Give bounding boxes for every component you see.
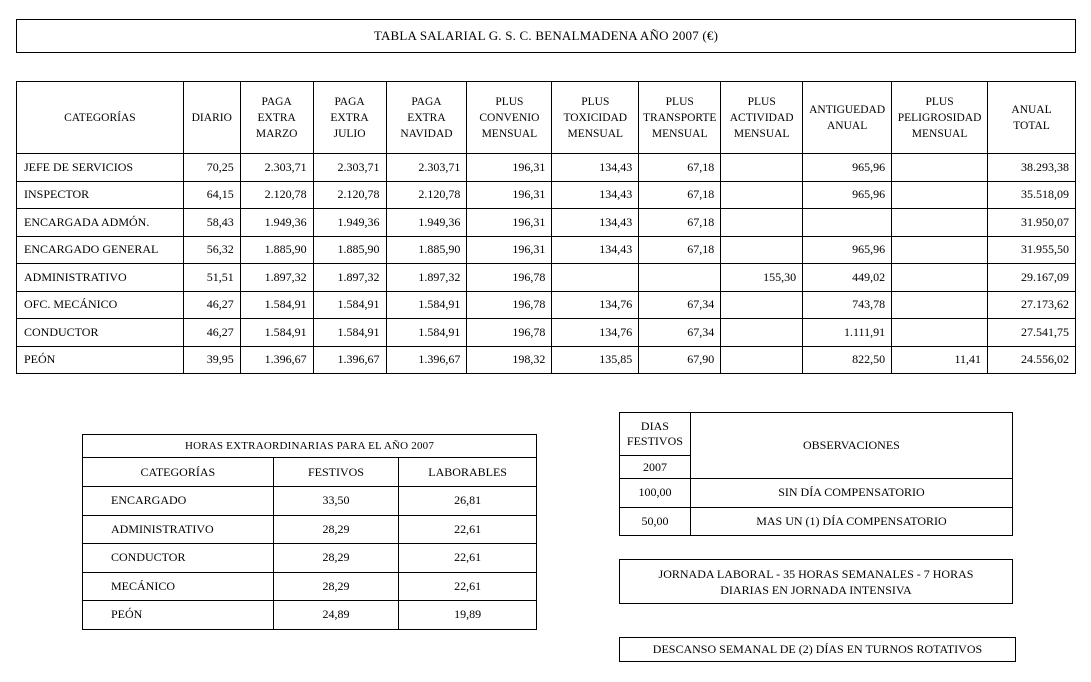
salary-value-cell: 822,50 [803,346,892,374]
extra-hours-category-cell: ENCARGADO [83,487,274,516]
festivos-percent-cell: 100,00 [620,479,691,508]
salary-value-cell: 1.584,91 [313,291,386,319]
salary-value-cell [552,264,639,292]
salary-value-cell [721,319,803,347]
salary-value-cell: 1.584,91 [386,291,467,319]
salary-header-cell [240,82,313,154]
salary-header-cell [892,82,988,154]
salary-value-cell: 1.949,36 [386,209,467,237]
salary-header-line: MENSUAL [567,127,624,140]
jornada-laboral-note [619,559,1013,604]
salary-value-cell: 196,78 [467,264,552,292]
salary-value-cell: 67,34 [639,319,721,347]
extra-hours-value-cell: 28,29 [273,515,399,544]
salary-value-cell [892,154,988,182]
salary-header-line: PELIGROSIDAD [897,111,982,124]
salary-category-cell: ENCARGADA ADMÓN. [17,209,184,237]
salary-value-cell: 2.120,78 [240,181,313,209]
salary-value-cell: 46,27 [183,291,240,319]
salary-value-cell: 1.584,91 [240,319,313,347]
salary-header-line: EXTRA [257,111,296,124]
salary-header-line: PAGA [261,95,292,108]
salary-value-cell: 196,78 [467,319,552,347]
extra-hours-title: HORAS EXTRAORDINARIAS PARA EL AÑO 2007 [83,435,537,458]
document-title-text: TABLA SALARIAL G. S. C. BENALMADENA AÑO 2007 (€) [373,28,719,43]
salary-value-cell: 196,31 [467,154,552,182]
salary-value-cell: 1.885,90 [240,236,313,264]
salary-value-cell [721,181,803,209]
jornada-line2: DIARIAS EN JORNADA INTENSIVA [720,582,912,597]
salary-value-cell: 1.897,32 [313,264,386,292]
salary-category-cell: CONDUCTOR [17,319,184,347]
salary-header-line: TRANSPORTE [643,111,717,124]
salary-value-cell: 196,78 [467,291,552,319]
salary-value-cell: 56,32 [183,236,240,264]
salary-row [17,264,1076,292]
salary-header-cell [313,82,386,154]
salary-value-cell [892,236,988,264]
salary-value-cell: 2.120,78 [313,181,386,209]
salary-row [17,154,1076,182]
festivos-row [620,507,1013,536]
extra-hours-value-cell: 22,61 [399,544,537,573]
salary-category-cell: ENCARGADO GENERAL [17,236,184,264]
salary-value-cell: 70,25 [183,154,240,182]
salary-value-cell: 67,18 [639,181,721,209]
salary-value-cell: 196,31 [467,236,552,264]
salary-value-cell: 2.303,71 [386,154,467,182]
salary-header-cell [803,82,892,154]
salary-value-cell: 31.950,07 [988,209,1076,237]
salary-header-line: JULIO [333,127,366,140]
extra-hours-category-cell: MECÁNICO [83,572,274,601]
salary-row [17,209,1076,237]
salary-header-line: EXTRA [330,111,369,124]
salary-value-cell: 27.541,75 [988,319,1076,347]
salary-row [17,346,1076,374]
extra-hours-header-cell: LABORABLES [399,458,537,487]
salary-value-cell: 29.167,09 [988,264,1076,292]
festivos-observation-cell: SIN DÍA COMPENSATORIO [690,479,1012,508]
extra-hours-value-cell: 28,29 [273,572,399,601]
salary-category-cell: JEFE DE SERVICIOS [17,154,184,182]
extra-hours-value-cell: 22,61 [399,572,537,601]
salary-row [17,236,1076,264]
salary-value-cell [721,291,803,319]
salary-value-cell: 1.885,90 [313,236,386,264]
salary-header-line: ANUAL [1011,103,1052,116]
salary-value-cell: 2.303,71 [313,154,386,182]
extra-hours-row [83,515,537,544]
extra-hours-value-cell: 28,29 [273,544,399,573]
salary-header-line: PLUS [581,95,610,108]
salary-value-cell: 1.396,67 [240,346,313,374]
salary-header-cell [639,82,721,154]
salary-value-cell: 11,41 [892,346,988,374]
salary-category-cell: PEÓN [17,346,184,374]
salary-header-line: MENSUAL [733,127,790,140]
salary-value-cell: 135,85 [552,346,639,374]
salary-header-cell [467,82,552,154]
salary-header-line: TOTAL [1013,119,1050,132]
salary-row [17,181,1076,209]
salary-value-cell: 1.396,67 [313,346,386,374]
extra-hours-row [83,601,537,630]
salary-value-cell: 2.303,71 [240,154,313,182]
salary-value-cell [892,291,988,319]
extra-hours-category-cell: CONDUCTOR [83,544,274,573]
salary-value-cell: 134,76 [552,319,639,347]
salary-value-cell: 1.897,32 [240,264,313,292]
salary-value-cell [721,346,803,374]
salary-row [17,291,1076,319]
extra-hours-value-cell: 33,50 [273,487,399,516]
salary-header-line: NAVIDAD [400,127,453,140]
salary-value-cell: 27.173,62 [988,291,1076,319]
salary-value-cell: 196,31 [467,181,552,209]
salary-value-cell [803,209,892,237]
salary-value-cell: 51,51 [183,264,240,292]
salary-value-cell: 1.396,67 [386,346,467,374]
salary-value-cell: 1.897,32 [386,264,467,292]
salary-header-cell [386,82,467,154]
salary-header-cell [721,82,803,154]
salary-value-cell [721,209,803,237]
salary-value-cell: 58,43 [183,209,240,237]
extra-hours-header-cell: CATEGORÍAS [83,458,274,487]
salary-header-line: MENSUAL [911,127,968,140]
salary-value-cell: 35.518,09 [988,181,1076,209]
salary-value-cell [892,181,988,209]
festivos-row [620,479,1013,508]
dias-festivos-line1: DIAS [640,419,669,433]
salary-header-cell [988,82,1076,154]
salary-value-cell: 67,18 [639,154,721,182]
salary-header-line: PLUS [747,95,776,108]
salary-value-cell: 1.949,36 [313,209,386,237]
salary-value-cell: 2.120,78 [386,181,467,209]
salary-header-line: MENSUAL [481,127,538,140]
salary-value-cell [892,319,988,347]
salary-header-line: ANTIGUEDAD [809,103,886,116]
salary-header-cell [183,82,240,154]
extra-hours-value-cell: 19,89 [399,601,537,630]
salary-header-line: EXTRA [407,111,446,124]
salary-header-line: DIARIO [191,111,232,124]
salary-category-cell: OFC. MECÁNICO [17,291,184,319]
festivos-table [619,412,1013,536]
descanso-text: DESCANSO SEMANAL DE (2) DÍAS EN TURNOS ROTATIVOS [652,642,983,656]
salary-header-line: PLUS [925,95,954,108]
festivos-year: 2007 [620,456,691,479]
salary-header-line: ACTIVIDAD [729,111,794,124]
salary-category-cell: ADMINISTRATIVO [17,264,184,292]
salary-value-cell [721,154,803,182]
salary-table [16,81,1076,374]
salary-value-cell: 155,30 [721,264,803,292]
salary-row [17,319,1076,347]
salary-value-cell: 1.111,91 [803,319,892,347]
salary-header-line: ANUAL [826,119,868,132]
salary-value-cell: 134,43 [552,181,639,209]
salary-value-cell: 134,43 [552,209,639,237]
salary-value-cell [721,236,803,264]
salary-header-cell [552,82,639,154]
salary-value-cell: 1.584,91 [386,319,467,347]
salary-value-cell: 38.293,38 [988,154,1076,182]
salary-value-cell: 39,95 [183,346,240,374]
salary-value-cell: 134,43 [552,154,639,182]
salary-category-cell: INSPECTOR [17,181,184,209]
salary-value-cell: 965,96 [803,181,892,209]
dias-festivos-line2: FESTIVOS [626,434,683,448]
salary-value-cell: 965,96 [803,236,892,264]
salary-header-line: CATEGORÍAS [64,111,136,124]
descanso-semanal-note [619,637,1016,662]
salary-value-cell: 1.584,91 [313,319,386,347]
extra-hours-value-cell: 22,61 [399,515,537,544]
salary-value-cell: 67,90 [639,346,721,374]
salary-header-line: PLUS [495,95,524,108]
salary-header-line: PAGA [334,95,365,108]
extra-hours-value-cell: 24,89 [273,601,399,630]
jornada-line1: JORNADA LABORAL - 35 HORAS SEMANALES - 7 HORAS [658,566,974,581]
festivos-observation-cell: MAS UN (1) DÍA COMPENSATORIO [690,507,1012,536]
document-title [16,19,1076,53]
salary-value-cell: 46,27 [183,319,240,347]
extra-hours-value-cell: 26,81 [399,487,537,516]
salary-value-cell: 134,43 [552,236,639,264]
salary-value-cell: 31.955,50 [988,236,1076,264]
salary-value-cell [639,264,721,292]
salary-value-cell: 743,78 [803,291,892,319]
salary-value-cell: 449,02 [803,264,892,292]
extra-hours-category-cell: PEÓN [83,601,274,630]
salary-header-line: MENSUAL [651,127,708,140]
salary-value-cell: 1.885,90 [386,236,467,264]
extra-hours-row [83,487,537,516]
salary-value-cell [892,264,988,292]
salary-value-cell: 64,15 [183,181,240,209]
salary-value-cell: 1.949,36 [240,209,313,237]
salary-value-cell: 965,96 [803,154,892,182]
extra-hours-table [82,434,537,630]
extra-hours-row [83,572,537,601]
salary-header-line: TOXICIDAD [563,111,628,124]
salary-value-cell: 198,32 [467,346,552,374]
salary-value-cell [892,209,988,237]
salary-value-cell: 67,18 [639,209,721,237]
salary-value-cell: 67,18 [639,236,721,264]
extra-hours-row [83,544,537,573]
salary-value-cell: 196,31 [467,209,552,237]
observaciones-header: OBSERVACIONES [690,413,1012,479]
salary-value-cell: 67,34 [639,291,721,319]
salary-header-line: PAGA [411,95,442,108]
salary-header-line: MARZO [255,127,298,140]
extra-hours-category-cell: ADMINISTRATIVO [83,515,274,544]
salary-value-cell: 134,76 [552,291,639,319]
salary-header-line: PLUS [665,95,694,108]
dias-festivos-header [620,413,691,456]
extra-hours-header-cell: FESTIVOS [273,458,399,487]
salary-value-cell: 1.584,91 [240,291,313,319]
salary-table-header-row [17,82,1076,154]
salary-header-cell [17,82,184,154]
salary-value-cell: 24.556,02 [988,346,1076,374]
extra-hours-header-row [83,458,537,487]
salary-header-line: CONVENIO [479,111,540,124]
festivos-percent-cell: 50,00 [620,507,691,536]
